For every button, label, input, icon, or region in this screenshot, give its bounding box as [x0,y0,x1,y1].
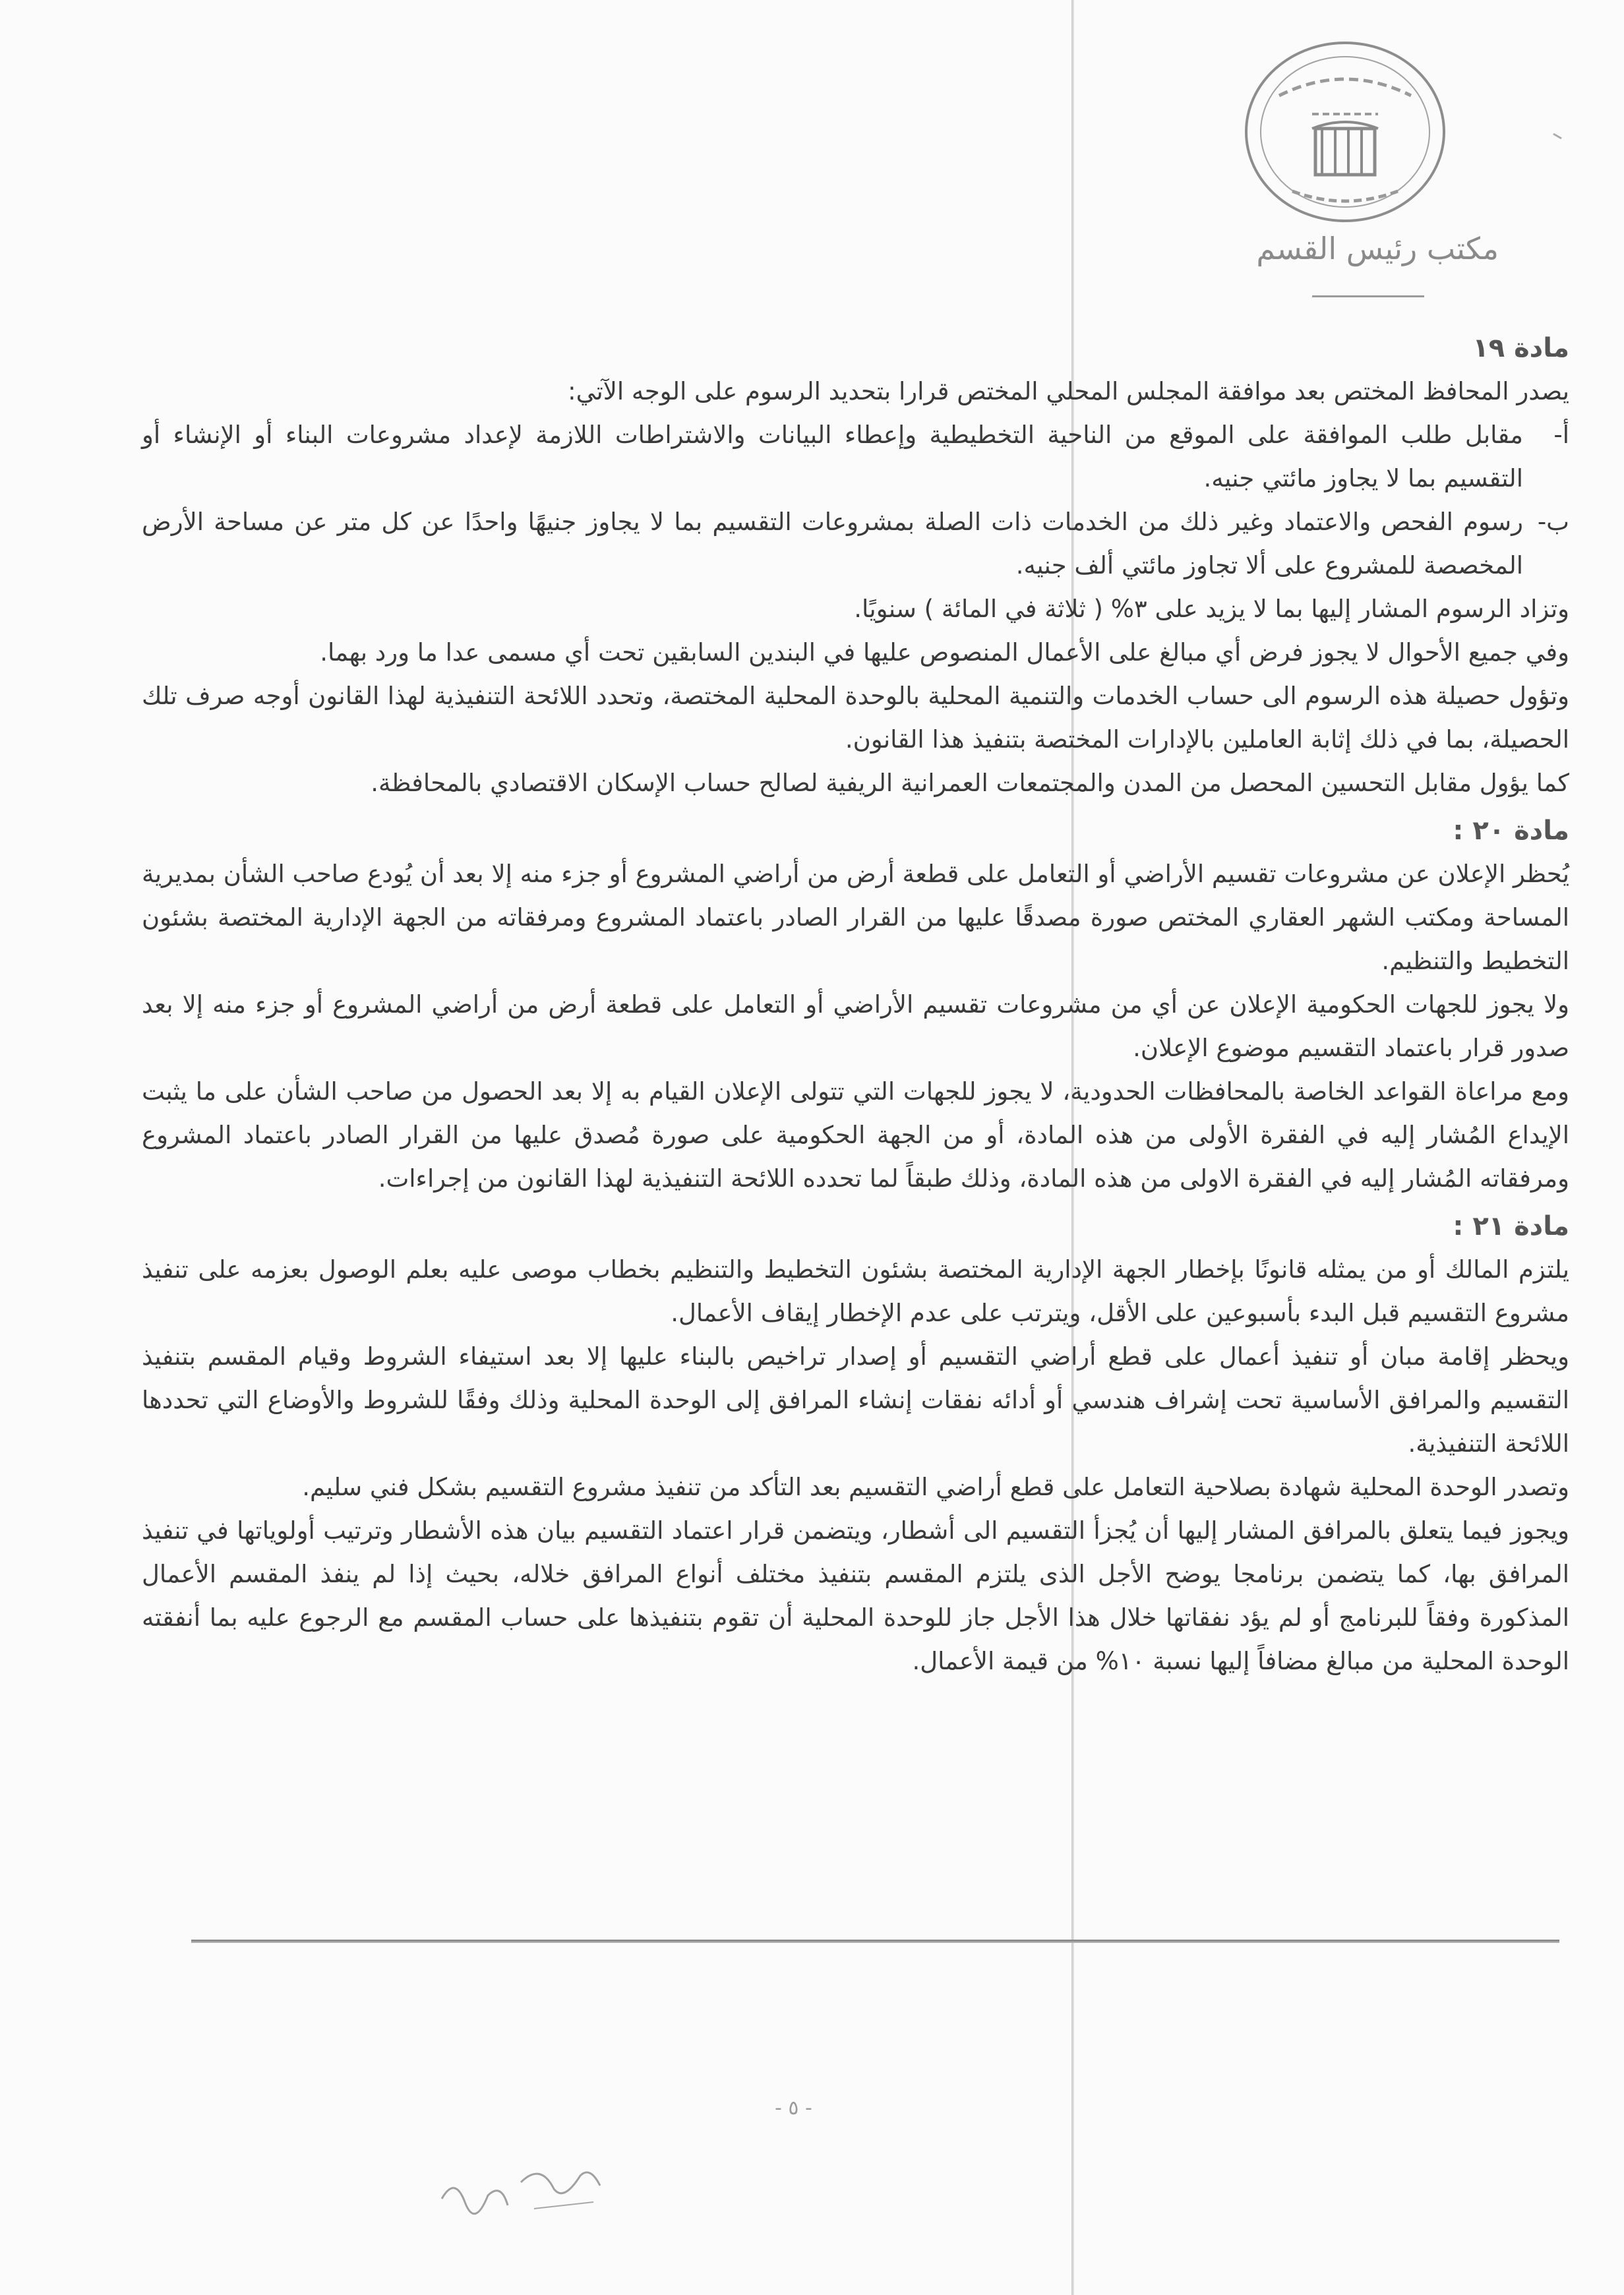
article-19-intro: يصدر المحافظ المختص بعد موافقة المجلس المحلي المختص قرارا بتحديد الرسوم على الوجه الآتي: [568,377,1569,405]
article-19-paragraph: وتزاد الرسوم المشار إليها بما لا يزيد على ٣% ( ثلاثة في المائة ) سنويًا. [854,595,1569,623]
item-marker: ب- [1537,508,1569,536]
article-19-item-b [142,500,1569,587]
page-number: - ٥ - [775,2097,812,2120]
footer-rule [191,1940,1559,1943]
article-20-paragraph: ولا يجوز للجهات الحكومية الإعلان عن أي من مشروعات تقسيم الأراضي أو التعامل على قطعة أرض من أراضي المشروع أو جزء منه إلا بعد صدور قرار باعتماد التقسيم موضوع الإعلان. [142,990,1569,1062]
article-20-paragraph: يُحظر الإعلان عن مشروعات تقسيم الأراضي أو التعامل على قطعة أرض من أراضي المشروع أو جزء منه إلا بعد أن يُودع صاحب الشأن بمديرية المساحة ومكتب الشهر العقاري المختص صورة مصدقًا عليها من القرار الصادر باعتماد المشروع ومرفقاته من الجهة الإدارية المختصة بشئون التخطيط والتنظيم. [142,860,1569,975]
item-text: مقابل طلب الموافقة على الموقع من الناحية التخطيطية وإعطاء البيانات والاشتراطات اللازمة لإعداد مشروعات البناء أو الإنشاء أو التقسيم بما لا يجاوز مائتي جنيه. [142,421,1523,492]
official-seal-stamp [1240,36,1451,227]
article-21-paragraph: وتصدر الوحدة المحلية شهادة بصلاحية التعامل على قطع أراضي التقسيم بعد التأكد من تنفيذ مشروع التقسيم بشكل فني سليم. [302,1473,1569,1501]
handwritten-signature [429,2136,613,2235]
article-20-title: مادة ٢٠ : [1453,816,1569,846]
item-marker: أ- [1553,421,1569,449]
article-21-paragraph: يلتزم المالك أو من يمثله قانونًا بإخطار الجهة الإدارية المختصة بشئون التخطيط والتنظيم بخطاب موصى عليه بعلم الوصول بعزمه على تنفيذ مشروع التقسيم قبل البدء بأسبوعين على الأقل، ويترتب على عدم الإخطار إيقاف الأعمال. [142,1255,1569,1327]
document-body [142,326,1569,1683]
article-19-title: مادة ١٩ [1472,333,1569,363]
article-19-item-a [142,413,1569,500]
article-19-paragraph: وتؤول حصيلة هذه الرسوم الى حساب الخدمات والتنمية المحلية بالوحدة المحلية المختصة، وتحدد اللائحة التنفيذية لهذا القانون أوجه صرف تلك الحصيلة، بما في ذلك إثابة العاملين بالإدارات المختصة بتنفيذ هذا القانون. [142,682,1569,754]
office-header-underline [1312,295,1424,297]
article-21-paragraph: ويجوز فيما يتعلق بالمرافق المشار إليها أن يُجزأ التقسيم الى أشطار، ويتضمن قرار اعتماد التقسيم بيان هذه الأشطار وترتيب أولوياتها في تنفيذ المرافق بها، كما يتضمن برنامجا يوضح الأجل الذى يلتزم المقسم بتنفيذ مختلف أنواع المرافق خلاله، بحيث إذا لم ينفذ المقسم الأعمال المذكورة وفقاً للبرنامج أو لم يؤد نفقاتها خلال هذا الأجل جاز للوحدة المحلية أن تقوم بتنفيذها على حساب المقسم مع الرجوع عليه بما أنفقته الوحدة المحلية من مبالغ مضافاً إليها نسبة ١٠% من قيمة الأعمال. [142,1516,1569,1675]
article-20-paragraph: ومع مراعاة القواعد الخاصة بالمحافظات الحدودية، لا يجوز للجهات التي تتولى الإعلان القيام به إلا بعد الحصول من صاحب الشأن على ما يثبت الإيداع المُشار إليه في الفقرة الأولى من هذه المادة، أو من الجهة الحكومية على صورة مُصدق عليها من القرار الصادر باعتماد المشروع ومرفقاته المُشار إليه في الفقرة الاولى من هذه المادة، وذلك طبقاً لما تحدده اللائحة التنفيذية لهذا القانون من إجراءات. [142,1077,1569,1193]
article-21-title: مادة ٢١ : [1453,1211,1569,1241]
article-21-paragraph: ويحظر إقامة مبان أو تنفيذ أعمال على قطع أراضي التقسيم أو إصدار تراخيص بالبناء عليها إلا بعد استيفاء الشروط وقيام المقسم بتنفيذ التقسيم والمرافق الأساسية تحت إشراف هندسي أو أدائه نفقات إنشاء المرافق إلى الوحدة المحلية وذلك وفقًا للشروط والأوضاع التي تحددها اللائحة التنفيذية. [142,1342,1569,1458]
article-19-paragraph: وفي جميع الأحوال لا يجوز فرض أي مبالغ على الأعمال المنصوص عليها في البندين السابقين تحت أي مسمى عدا ما ورد بهما. [320,638,1569,667]
item-text: رسوم الفحص والاعتماد وغير ذلك من الخدمات ذات الصلة بمشروعات التقسيم بما لا يجاوز جنيهًا واحدًا عن كل متر عن مساحة الأرض المخصصة للمشروع على ألا تجاوز مائتي ألف جنيه. [142,508,1523,580]
office-header-line: مكتب رئيس القسم [1256,231,1499,266]
article-19-paragraph: كما يؤول مقابل التحسين المحصل من المدن والمجتمعات العمرانية الريفية لصالح حساب الإسكان الاقتصادي بالمحافظة. [371,769,1569,797]
margin-mark [1553,133,1562,140]
